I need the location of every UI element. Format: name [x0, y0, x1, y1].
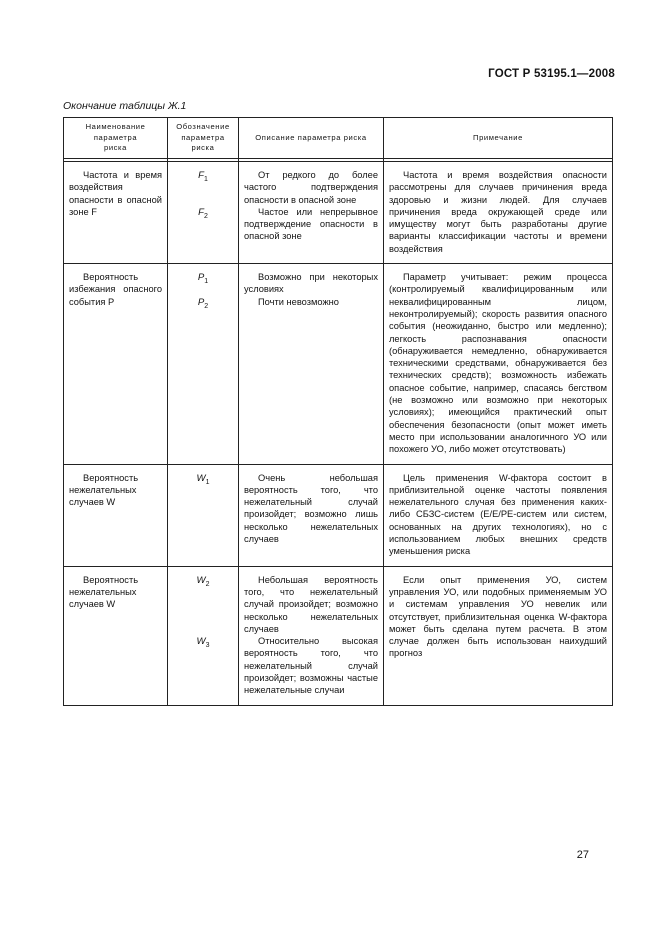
table-row [64, 162, 613, 264]
parameter-name: Вероятность нежелательных случаев W [64, 464, 168, 566]
header-parameter-description: Описание параметра риска [239, 118, 384, 159]
header-parameter-name: Наименование параметра риска [64, 118, 168, 159]
parameter-description: Небольшая вероятность того, что нежелательный случай произойдет; возможно несколько нежелательных случаев Относительно высокая вероятность того, что нежелательный случай произойдет; возможны частые нежелательные случаи [239, 566, 384, 705]
parameter-symbols [168, 162, 239, 264]
parameter-name: Частота и время воздействия опасности в опасной зоне F [64, 162, 168, 264]
parameter-symbols [168, 566, 239, 705]
parameter-note: Частота и время воздействия опасности рассмотрены для случаев причинения вреда здоровью и жизни людей. Для случаев причинения вреда окружающей среде или имуществу могут быть разработаны другие варианты классификации частоты и времени воздействия [384, 162, 613, 264]
parameter-note: Если опыт применения УО, систем управления УО, или подобных применяемым УО и системам управления УО невелик или отсутствует, приблизительная оценка W-фактора может быть сделана путем расчета. В этом случае должен быть использован наихудший прогноз [384, 566, 613, 705]
table-header-row [64, 118, 613, 159]
parameter-name: Вероятность избежания опасного события P [64, 264, 168, 464]
parameter-description: Возможно при некоторых условиях Почти невозможно [239, 264, 384, 464]
symbol-p1: $P_1$ [197, 272, 209, 285]
parameter-name: Вероятность нежелательных случаев W [64, 566, 168, 705]
symbol-f2: $F_2$ [198, 207, 208, 221]
symbol-f1: $F_1$ [198, 170, 208, 183]
symbol-w1: $W_1$ [196, 472, 210, 486]
header-parameter-symbol: Обозначение параметра риска [168, 118, 239, 159]
header-note: Примечание [384, 118, 613, 159]
parameter-symbols [168, 264, 239, 464]
risk-parameters-table [63, 117, 613, 706]
parameter-symbols [168, 464, 239, 566]
symbol-w2: $W_2$ [196, 574, 210, 588]
standard-code: ГОСТ Р 53195.1—2008 [488, 68, 615, 80]
parameter-description: От редкого до более частого подтверждения опасности в опасной зоне Частое или непрерывное подтверждение опасности в опасной зоне [239, 162, 384, 264]
table-caption: Окончание таблицы Ж.1 [63, 100, 187, 112]
table-row [64, 264, 613, 464]
table-row [64, 464, 613, 566]
table-row [64, 566, 613, 705]
parameter-description: Очень небольшая вероятность того, что нежелательный случай произойдет; возможно лишь несколько нежелательных случаев [239, 464, 384, 566]
symbol-w3: $W_3$ [196, 635, 210, 649]
parameter-note: Цель применения W-фактора состоит в приблизительной оценке частоты появления нежелательного случая без применения каких-либо СБЗС-систем (Е/Е/РЕ-систем или систем, основанных на других технологиях), но с использованием любых внешних средств уменьшения риска [384, 464, 613, 566]
page-number: 27 [576, 849, 589, 861]
parameter-note: Параметр учитывает: режим процесса (контролируемый квалифицированным или неквалифицированным лицом, неконтролируемый); скорость развития опасного события (неожиданно, быстро или медленно); легкость распознавания опасности (обнаруживается немедленно, обнаруживается техническими средствами, обнаруживается без технических средств); возможность избежать опасное событие, например, спасаясь бегством (не возможно или возможно при некоторых условиях); имеющийся практический опыт обеспечения безопасности (опыт может иметь место при использовании аналогичного УО или похожего УО, либо может отсутствовать) [384, 264, 613, 464]
symbol-p2: $P_2$ [197, 297, 209, 311]
